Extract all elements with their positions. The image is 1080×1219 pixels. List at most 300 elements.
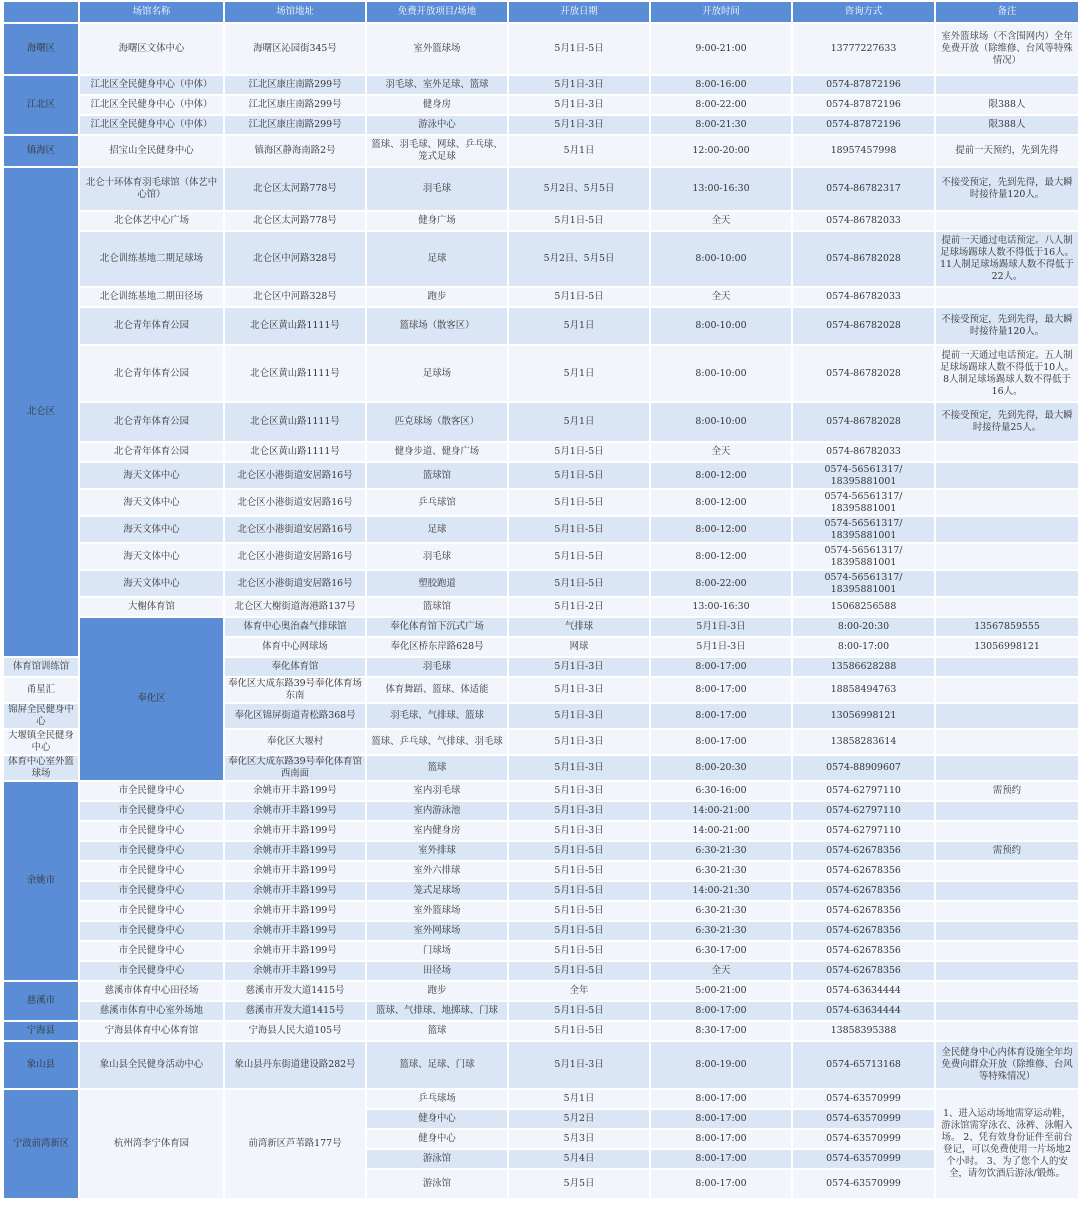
open-date-cell: 5月1日-3日 <box>508 115 650 135</box>
venue-name-cell: 市全民健身中心 <box>79 961 224 981</box>
contact-phone-cell: 0574-63570999 <box>792 1149 935 1169</box>
venue-address-cell: 北仑区太河路778号 <box>224 211 366 231</box>
table-row <box>3 231 1079 287</box>
remark-cell <box>935 543 1079 570</box>
free-item-cell: 塑胶跑道 <box>366 570 508 597</box>
free-item-cell: 羽毛球 <box>366 657 508 677</box>
free-item-cell: 室内游泳池 <box>366 801 508 821</box>
open-date-cell: 5月1日-3日 <box>508 95 650 115</box>
district-cell: 海曙区 <box>3 23 79 75</box>
contact-phone-cell: 0574-63634444 <box>792 1001 935 1021</box>
venue-name-cell: 海天文体中心 <box>79 543 224 570</box>
table-row <box>3 921 1079 941</box>
open-date-cell: 5月1日-5日 <box>508 489 650 516</box>
table-row <box>3 345 1079 402</box>
open-time-cell: 8:00-20:30 <box>792 617 935 637</box>
venue-name-cell: 象山县全民健身活动中心 <box>79 1041 224 1089</box>
venue-name-cell: 北仑十环体育羽毛球馆（体艺中心馆） <box>79 167 224 211</box>
district-cell: 宁波前湾新区 <box>3 1089 79 1199</box>
venue-name-cell: 江北区全民健身中心（中体） <box>79 75 224 95</box>
contact-phone-cell: 0574-86782033 <box>792 442 935 462</box>
contact-phone-cell: 0574-86782033 <box>792 287 935 307</box>
venue-name-cell: 招宝山全民健身中心 <box>79 135 224 167</box>
free-item-cell: 足球 <box>366 231 508 287</box>
header-open-date: 开放日期 <box>508 1 650 23</box>
district-cell: 镇海区 <box>3 135 79 167</box>
open-time-cell: 8:00-20:30 <box>650 755 792 781</box>
remark-cell <box>935 570 1079 597</box>
venue-address-cell: 北仑区小港街道安居路16号 <box>224 489 366 516</box>
free-item-cell: 篮球、羽毛球、网球、乒乓球、笼式足球 <box>366 135 508 167</box>
venue-address-cell: 宁海县人民大道105号 <box>224 1021 366 1041</box>
open-time-cell: 8:00-17:00 <box>650 1149 792 1169</box>
venue-address-cell: 北仑区小港街道安居路16号 <box>224 462 366 489</box>
free-item-cell: 乒乓球馆 <box>366 489 508 516</box>
open-time-cell: 5:00-21:00 <box>650 981 792 1001</box>
contact-phone-cell: 0574-86782028 <box>792 231 935 287</box>
open-date-cell: 5月1日 <box>508 345 650 402</box>
free-item-cell: 游泳馆 <box>366 1169 508 1199</box>
venue-name-cell: 慈溪市体育中心室外场地 <box>79 1001 224 1021</box>
venue-table-body <box>3 23 1079 1199</box>
contact-phone-cell: 13567859555 <box>935 617 1079 637</box>
venue-address-cell: 北仑区太河路778号 <box>224 167 366 211</box>
table-row <box>3 135 1079 167</box>
remark-cell <box>935 516 1079 543</box>
table-row <box>3 211 1079 231</box>
venue-address-cell: 奉化区大堰村 <box>224 729 366 755</box>
open-time-cell: 6:30-21:30 <box>650 841 792 861</box>
free-item-cell: 田径场 <box>366 961 508 981</box>
venue-name-cell: 市全民健身中心 <box>79 921 224 941</box>
free-item-cell: 匹克球场（散客区） <box>366 402 508 442</box>
open-date-cell: 5月2日 <box>508 1109 650 1129</box>
contact-phone-cell: 0574-62678356 <box>792 881 935 901</box>
venue-address-cell: 余姚市开丰路199号 <box>224 821 366 841</box>
table-row <box>3 617 1079 637</box>
open-time-cell: 8:00-17:00 <box>650 703 792 729</box>
open-time-cell: 13:00-16:30 <box>650 597 792 617</box>
free-item-cell: 健身中心 <box>366 1129 508 1149</box>
remark-cell <box>935 703 1079 729</box>
table-row <box>3 961 1079 981</box>
remark-cell: 需预约 <box>935 841 1079 861</box>
open-date-cell: 5月1日-5日 <box>508 211 650 231</box>
table-row <box>3 1001 1079 1021</box>
remark-cell <box>935 442 1079 462</box>
venue-address-cell: 北仑区小港街道安居路16号 <box>224 516 366 543</box>
venue-name-cell: 江北区全民健身中心（中体） <box>79 115 224 135</box>
free-item-cell: 羽毛球 <box>366 167 508 211</box>
contact-phone-cell: 0574-62678356 <box>792 841 935 861</box>
venue-address-cell: 奉化区大成东路39号奉化体育馆西南面 <box>224 755 366 781</box>
free-item-cell: 室内健身房 <box>366 821 508 841</box>
venue-address-cell: 余姚市开丰路199号 <box>224 861 366 881</box>
table-row <box>3 489 1079 516</box>
free-item-cell: 篮球场（散客区） <box>366 307 508 345</box>
open-date-cell: 5月1日-3日 <box>508 677 650 703</box>
free-item-cell: 篮球、乒乓球、气排球、羽毛球 <box>366 729 508 755</box>
contact-phone-cell: 0574-56561317/ 18395881001 <box>792 462 935 489</box>
open-date-cell: 5月1日-5日 <box>508 1001 650 1021</box>
venue-name-cell: 市全民健身中心 <box>79 821 224 841</box>
open-time-cell: 6:30-16:00 <box>650 781 792 801</box>
table-row <box>3 462 1079 489</box>
remark-cell <box>935 597 1079 617</box>
open-date-cell: 5月1日-5日 <box>508 570 650 597</box>
free-item-cell: 门球场 <box>366 941 508 961</box>
remark-cell <box>935 861 1079 881</box>
open-time-cell: 8:00-10:00 <box>650 231 792 287</box>
open-date-cell: 5月1日-3日 <box>508 729 650 755</box>
district-cell: 慈溪市 <box>3 981 79 1021</box>
open-time-cell: 8:00-12:00 <box>650 543 792 570</box>
venue-name-cell: 市全民健身中心 <box>79 841 224 861</box>
table-row <box>3 287 1079 307</box>
contact-phone-cell: 0574-62797110 <box>792 821 935 841</box>
open-time-cell: 8:00-22:00 <box>650 95 792 115</box>
open-time-cell: 8:00-17:00 <box>650 657 792 677</box>
open-time-cell: 8:00-17:00 <box>650 729 792 755</box>
remark-cell: 限388人 <box>935 115 1079 135</box>
open-date-cell: 5月1日-5日 <box>508 901 650 921</box>
venue-name-cell: 海天文体中心 <box>79 570 224 597</box>
venue-table <box>2 0 1080 1200</box>
remark-cell <box>935 821 1079 841</box>
venue-address-cell: 江北区康庄南路299号 <box>224 115 366 135</box>
contact-phone-cell: 18858494763 <box>792 677 935 703</box>
remark-cell: 1、进入运动场地需穿运动鞋，游泳馆需穿泳衣、泳裤、泳帽入场。 2、凭有效身份证件至前台登记，可以免费使用一片场地2个小时。 3、为了您个人的安全，请勿饮酒后游泳/锻炼。 <box>935 1089 1079 1199</box>
free-item-cell: 篮球馆 <box>366 597 508 617</box>
venue-name-cell: 大堰镇全民健身中心 <box>3 729 79 755</box>
table-row <box>3 861 1079 881</box>
free-item-cell: 篮球馆 <box>366 462 508 489</box>
open-time-cell: 14:00-21:30 <box>650 881 792 901</box>
remark-cell <box>935 211 1079 231</box>
table-row <box>3 881 1079 901</box>
venue-address-cell: 奉化区锦屏街道青松路368号 <box>224 703 366 729</box>
contact-phone-cell: 0574-86782317 <box>792 167 935 211</box>
contact-phone-cell: 0574-62678356 <box>792 861 935 881</box>
free-item-cell: 游泳中心 <box>366 115 508 135</box>
venue-name-cell: 宁海县体育中心体育馆 <box>79 1021 224 1041</box>
free-item-cell: 室外网球场 <box>366 921 508 941</box>
open-date-cell: 5月1日-3日 <box>508 801 650 821</box>
open-time-cell: 14:00-21:00 <box>650 821 792 841</box>
open-time-cell: 8:00-17:00 <box>650 1109 792 1129</box>
remark-cell <box>935 287 1079 307</box>
open-date-cell: 5月2日、5月5日 <box>508 167 650 211</box>
contact-phone-cell: 13056998121 <box>935 637 1079 657</box>
remark-cell <box>935 489 1079 516</box>
venue-address-cell: 慈溪市开发大道1415号 <box>224 981 366 1001</box>
free-item-cell: 篮球 <box>366 1021 508 1041</box>
free-item-cell: 篮球、足球、门球 <box>366 1041 508 1089</box>
free-item-cell: 健身步道、健身广场 <box>366 442 508 462</box>
venue-address-cell: 余姚市开丰路199号 <box>224 801 366 821</box>
open-date-cell: 5月1日-5日 <box>508 861 650 881</box>
free-item-cell: 羽毛球、气排球、篮球 <box>366 703 508 729</box>
district-cell: 象山县 <box>3 1041 79 1089</box>
open-date-cell: 5月1日-3日 <box>650 637 792 657</box>
remark-cell <box>935 729 1079 755</box>
table-row <box>3 901 1079 921</box>
venue-address-cell: 余姚市开丰路199号 <box>224 961 366 981</box>
venue-name-cell: 海天文体中心 <box>79 489 224 516</box>
contact-phone-cell: 0574-63634444 <box>792 981 935 1001</box>
open-date-cell: 5月1日-5日 <box>508 881 650 901</box>
venue-name-cell: 慈溪市体育中心田径场 <box>79 981 224 1001</box>
open-time-cell: 8:00-10:00 <box>650 307 792 345</box>
free-item-cell: 健身中心 <box>366 1109 508 1129</box>
district-cell: 余姚市 <box>3 781 79 981</box>
table-row <box>3 115 1079 135</box>
contact-phone-cell: 0574-62678356 <box>792 921 935 941</box>
header-open-time: 开放时间 <box>650 1 792 23</box>
open-time-cell: 9:00-21:00 <box>650 23 792 75</box>
table-row <box>3 597 1079 617</box>
header-free-items: 免费开放项目/场地 <box>366 1 508 23</box>
contact-phone-cell: 0574-56561317/ 18395881001 <box>792 489 935 516</box>
open-time-cell: 8:00-12:00 <box>650 489 792 516</box>
table-row <box>3 841 1079 861</box>
free-item-cell: 健身广场 <box>366 211 508 231</box>
free-item-cell: 气排球 <box>508 617 650 637</box>
remark-cell: 不接受预定，先到先得，最大瞬时接待量25人。 <box>935 402 1079 442</box>
venue-name-cell: 市全民健身中心 <box>79 861 224 881</box>
district-cell: 奉化区 <box>79 617 224 781</box>
venue-address-cell: 前湾新区芦苇路177号 <box>224 1089 366 1199</box>
table-row <box>3 23 1079 75</box>
open-time-cell: 8:00-12:00 <box>650 462 792 489</box>
venue-name-cell: 市全民健身中心 <box>79 901 224 921</box>
contact-phone-cell: 0574-86782028 <box>792 402 935 442</box>
table-row <box>3 402 1079 442</box>
venue-address-cell: 余姚市开丰路199号 <box>224 781 366 801</box>
venue-address-cell: 奉化区桥东岸路628号 <box>366 637 508 657</box>
remark-cell <box>935 677 1079 703</box>
venue-name-cell: 体育中心室外篮球场 <box>3 755 79 781</box>
open-time-cell: 8:00-19:00 <box>650 1041 792 1089</box>
venue-address-cell: 象山县丹东街道建设路282号 <box>224 1041 366 1089</box>
remark-cell: 室外篮球场（不含围网内）全年免费开放（除维修、台风等特殊情况） <box>935 23 1079 75</box>
open-date-cell: 5月3日 <box>508 1129 650 1149</box>
table-row <box>3 95 1079 115</box>
free-item-cell: 篮球、气排球、地掷球、门球 <box>366 1001 508 1021</box>
district-cell: 北仑区 <box>3 167 79 657</box>
remark-cell: 限388人 <box>935 95 1079 115</box>
contact-phone-cell: 0574-86782028 <box>792 345 935 402</box>
open-date-cell: 5月1日 <box>508 1089 650 1109</box>
remark-cell <box>935 75 1079 95</box>
contact-phone-cell: 13858395388 <box>792 1021 935 1041</box>
open-date-cell: 5月1日-5日 <box>508 287 650 307</box>
remark-cell <box>935 981 1079 1001</box>
venue-address-cell: 奉化区大成东路39号奉化体育场东南 <box>224 677 366 703</box>
venue-name-cell: 市全民健身中心 <box>79 941 224 961</box>
header-district-cell <box>3 1 79 23</box>
remark-cell <box>935 755 1079 781</box>
contact-phone-cell: 0574-63570999 <box>792 1109 935 1129</box>
remark-cell <box>935 901 1079 921</box>
venue-address-cell: 北仑区黄山路1111号 <box>224 307 366 345</box>
table-row <box>3 781 1079 801</box>
venue-address-cell: 江北区康庄南路299号 <box>224 75 366 95</box>
header-venue-address: 场馆地址 <box>224 1 366 23</box>
venue-name-cell: 体育中心奥治森气排球馆 <box>224 617 366 637</box>
open-time-cell: 6:30-17:00 <box>650 941 792 961</box>
open-time-cell: 8:00-21:30 <box>650 115 792 135</box>
contact-phone-cell: 0574-56561317/ 18395881001 <box>792 543 935 570</box>
contact-phone-cell: 15068256588 <box>792 597 935 617</box>
free-item-cell: 室外排球 <box>366 841 508 861</box>
table-row <box>3 570 1079 597</box>
contact-phone-cell: 13056998121 <box>792 703 935 729</box>
venue-address-cell: 余姚市开丰路199号 <box>224 941 366 961</box>
remark-cell: 需预约 <box>935 781 1079 801</box>
free-item-cell: 足球场 <box>366 345 508 402</box>
district-cell: 宁海县 <box>3 1021 79 1041</box>
venue-address-cell: 海曙区沁园街345号 <box>224 23 366 75</box>
table-row <box>3 1021 1079 1041</box>
open-time-cell: 8:00-12:00 <box>650 516 792 543</box>
contact-phone-cell: 13858283614 <box>792 729 935 755</box>
venue-name-cell: 北仑青年体育公园 <box>79 345 224 402</box>
open-date-cell: 5月1日-5日 <box>508 442 650 462</box>
free-item-cell: 游泳馆 <box>366 1149 508 1169</box>
remark-cell <box>935 462 1079 489</box>
contact-phone-cell: 0574-63570999 <box>792 1169 935 1199</box>
open-date-cell: 5月1日-5日 <box>508 516 650 543</box>
contact-phone-cell: 0574-63570999 <box>792 1089 935 1109</box>
contact-phone-cell: 0574-86782033 <box>792 211 935 231</box>
venue-name-cell: 海天文体中心 <box>79 462 224 489</box>
open-date-cell: 5月4日 <box>508 1149 650 1169</box>
venue-name-cell: 市全民健身中心 <box>79 781 224 801</box>
open-date-cell: 5月1日-5日 <box>508 961 650 981</box>
contact-phone-cell: 0574-62678356 <box>792 941 935 961</box>
venue-address-cell: 北仑区黄山路1111号 <box>224 402 366 442</box>
header-contact: 咨询方式 <box>792 1 935 23</box>
open-time-cell: 8:00-22:00 <box>650 570 792 597</box>
venue-name-cell: 大榭体育馆 <box>79 597 224 617</box>
table-row <box>3 941 1079 961</box>
header-row <box>3 1 1079 23</box>
venue-name-cell: 北仑青年体育公园 <box>79 402 224 442</box>
open-date-cell: 5月5日 <box>508 1169 650 1199</box>
open-date-cell: 5月2日、5月5日 <box>508 231 650 287</box>
table-row <box>3 307 1079 345</box>
open-date-cell: 5月1日-3日 <box>508 703 650 729</box>
open-time-cell: 全天 <box>650 442 792 462</box>
venue-name-cell: 北仑青年体育公园 <box>79 307 224 345</box>
open-date-cell: 5月1日-5日 <box>508 23 650 75</box>
open-date-cell: 5月1日-5日 <box>508 1021 650 1041</box>
open-time-cell: 6:30-21:30 <box>650 861 792 881</box>
venue-name-cell: 甬星汇 <box>3 677 79 703</box>
venue-name-cell: 海天文体中心 <box>79 516 224 543</box>
venue-address-cell: 江北区康庄南路299号 <box>224 95 366 115</box>
venue-address-cell: 慈溪市开发大道1415号 <box>224 1001 366 1021</box>
free-item-cell: 跑步 <box>366 981 508 1001</box>
open-date-cell: 5月1日-5日 <box>508 941 650 961</box>
venue-address-cell: 奉化体育馆 <box>224 657 366 677</box>
open-time-cell: 全天 <box>650 961 792 981</box>
free-item-cell: 乒乓球场 <box>366 1089 508 1109</box>
open-time-cell: 13:00-16:30 <box>650 167 792 211</box>
remark-cell: 不接受预定，先到先得，最大瞬时接待量120人。 <box>935 307 1079 345</box>
open-date-cell: 5月1日-5日 <box>508 462 650 489</box>
free-item-cell: 室内羽毛球 <box>366 781 508 801</box>
free-item-cell: 健身房 <box>366 95 508 115</box>
table-row <box>3 543 1079 570</box>
contact-phone-cell: 0574-87872196 <box>792 75 935 95</box>
open-date-cell: 5月1日 <box>508 307 650 345</box>
venue-address-cell: 余姚市开丰路199号 <box>224 921 366 941</box>
open-time-cell: 全天 <box>650 211 792 231</box>
contact-phone-cell: 0574-87872196 <box>792 115 935 135</box>
remark-cell: 提前一天预约，先到先得 <box>935 135 1079 167</box>
remark-cell <box>935 941 1079 961</box>
venue-address-cell: 北仑区小港街道安居路16号 <box>224 570 366 597</box>
open-date-cell: 5月1日-5日 <box>508 921 650 941</box>
open-time-cell: 8:00-10:00 <box>650 345 792 402</box>
free-item-cell: 室外篮球场 <box>366 23 508 75</box>
table-row <box>3 442 1079 462</box>
contact-phone-cell: 0574-86782028 <box>792 307 935 345</box>
open-time-cell: 8:00-17:00 <box>650 1089 792 1109</box>
table-row <box>3 167 1079 211</box>
remark-cell: 不接受预定，先到先得，最大瞬时接待量120人。 <box>935 167 1079 211</box>
venue-name-cell: 海曙区文体中心 <box>79 23 224 75</box>
contact-phone-cell: 0574-62797110 <box>792 801 935 821</box>
venue-address-cell: 镇海区静海南路2号 <box>224 135 366 167</box>
open-date-cell: 5月1日-5日 <box>508 841 650 861</box>
venue-address-cell: 余姚市开丰路199号 <box>224 881 366 901</box>
venue-name-cell: 江北区全民健身中心（中体） <box>79 95 224 115</box>
venue-name-cell: 市全民健身中心 <box>79 801 224 821</box>
venue-name-cell: 市全民健身中心 <box>79 881 224 901</box>
open-time-cell: 8:00-17:00 <box>650 1129 792 1149</box>
free-item-cell: 体育舞蹈、篮球、体适能 <box>366 677 508 703</box>
table-row <box>3 1041 1079 1089</box>
contact-phone-cell: 0574-62678356 <box>792 901 935 921</box>
venue-name-cell: 北仑体艺中心广场 <box>79 211 224 231</box>
open-time-cell: 全天 <box>650 287 792 307</box>
contact-phone-cell: 0574-62678356 <box>792 961 935 981</box>
venue-name-cell: 体育中心网球场 <box>224 637 366 657</box>
free-item-cell: 足球 <box>366 516 508 543</box>
open-date-cell: 5月1日-3日 <box>650 617 792 637</box>
contact-phone-cell: 0574-65713168 <box>792 1041 935 1089</box>
remark-cell: 提前一天通过电话预定。五人制足球场踢球人数不得低于10人。8人制足球场踢球人数不得低于16人。 <box>935 345 1079 402</box>
venue-address-cell: 北仑区中河路328号 <box>224 231 366 287</box>
venue-name-cell: 北仑训练基地二期足球场 <box>79 231 224 287</box>
remark-cell <box>935 881 1079 901</box>
table-row <box>3 1089 1079 1109</box>
contact-phone-cell: 0574-62797110 <box>792 781 935 801</box>
venue-name-cell: 杭州湾李宁体育园 <box>79 1089 224 1199</box>
remark-cell: 全民健身中心内体育设施全年均免费向群众开放（除维修、台风等特殊情况） <box>935 1041 1079 1089</box>
table-row <box>3 981 1079 1001</box>
contact-phone-cell: 13586628288 <box>792 657 935 677</box>
table-row <box>3 821 1079 841</box>
contact-phone-cell: 0574-88909607 <box>792 755 935 781</box>
free-item-cell: 笼式足球场 <box>366 881 508 901</box>
open-date-cell: 5月1日-3日 <box>508 75 650 95</box>
open-time-cell: 8:00-17:00 <box>650 677 792 703</box>
open-date-cell: 5月1日-3日 <box>508 755 650 781</box>
